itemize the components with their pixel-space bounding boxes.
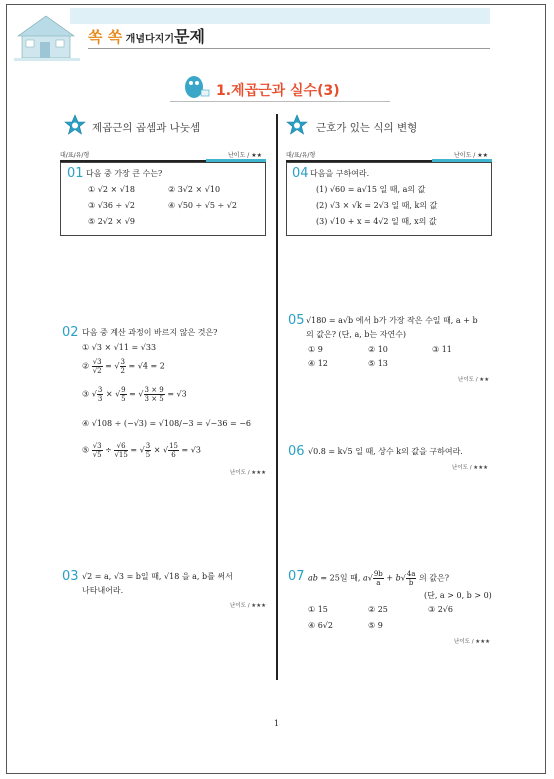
- choice-2: ② 10: [368, 345, 388, 354]
- choice-4: ④ 12: [308, 359, 328, 368]
- question-condition: (단, a > 0, b > 0): [424, 591, 492, 600]
- choice-3: ③ 11: [432, 345, 452, 354]
- section-title-left: 제곱근의 곱셈과 나눗셈: [92, 122, 201, 134]
- question-stem: ab = 25일 때, a√ $\frac{9b}{a}$ + b√ $\frac{4a}{b}$ 의 값은?: [308, 570, 450, 587]
- section-title-right: 근호가 있는 식의 변형: [316, 122, 418, 134]
- question-line-1: √180 = a√b 에서 b가 가장 작은 수일 때, a + b: [306, 316, 478, 325]
- question-stem: √0.8 = k√5 일 때, 상수 k의 값을 구하여라.: [308, 447, 463, 456]
- choice-4: ④ 6√2: [308, 621, 333, 630]
- choice-2: ② 3√2 × √10: [168, 185, 221, 194]
- question-stem: 다음 중 계산 과정이 바르지 않은 것은?: [82, 328, 218, 337]
- question-number: 02: [62, 325, 79, 340]
- choice-5: ⑤ 2√2 × √9: [88, 217, 135, 226]
- column-divider: [276, 114, 278, 680]
- subquestion-2: (2) √3 × √k = 2√3 일 때, k의 값: [316, 201, 438, 210]
- difficulty-label: 난이도 / ★★★: [454, 639, 491, 645]
- question-number: 06: [288, 444, 305, 459]
- choice-5: ⑤ 13: [368, 359, 388, 368]
- house-illustration: [14, 8, 84, 64]
- choice-1: ① √3 × √11 = √33: [82, 343, 157, 352]
- choice-2: ② $\frac{√3}{√2}$ = √ $\frac{3}{2}$ = √4 = 2: [82, 358, 165, 375]
- subquestion-1: (1) √60 = a√15 일 때, a의 값: [316, 185, 426, 194]
- star-icon: [64, 114, 86, 136]
- question-number: 07: [288, 569, 305, 584]
- question-number: 04: [292, 166, 309, 181]
- chapter-title: 1.제곱근과 실수(3): [216, 83, 340, 99]
- question-line-2: 의 값은? (단, a, b는 자연수): [306, 330, 407, 339]
- header-title: 쏙 쏙 개념다지기문제: [88, 27, 205, 46]
- question-bar-left: 대/표/유/형 난이도 / ★★: [60, 149, 266, 159]
- question-stem: 다음 중 가장 큰 수는?: [86, 169, 163, 178]
- choice-4: ④ √50 ÷ √5 ÷ √2: [168, 201, 237, 210]
- question-number: 01: [67, 166, 84, 181]
- question-bar-right: 대/표/유/형 난이도 / ★★: [286, 149, 492, 159]
- choice-3: ③ √36 ÷ √2: [88, 201, 135, 210]
- difficulty-label: 난이도 / ★★★: [452, 465, 489, 471]
- question-number: 05: [288, 313, 305, 328]
- header-band: [70, 8, 490, 24]
- choice-2: ② 25: [368, 605, 388, 614]
- difficulty-label: 난이도 / ★★★: [230, 470, 267, 476]
- question-number: 03: [62, 569, 79, 584]
- mascot-icon: [178, 72, 212, 100]
- choice-1: ① 15: [308, 605, 328, 614]
- choice-3: ③ √ $\frac{3}{3}$ × √ $\frac{9}{5}$ = √ $\frac{3 \times 9}{3 \times 5}$ = √3: [82, 386, 187, 403]
- choice-1: ① √2 × √18: [88, 185, 135, 194]
- page-number: 1: [274, 719, 280, 728]
- choice-3: ③ 2√6: [428, 605, 453, 614]
- header-rule: [88, 48, 490, 49]
- question-line-2: 나타내어라.: [82, 586, 124, 595]
- question-line-1: √2 = a, √3 = b일 때, √18 을 a, b를 써서: [82, 572, 233, 581]
- subquestion-3: (3) √10 + x = 4√2 일 때, x의 값: [316, 217, 437, 226]
- chapter-rule: [170, 101, 390, 102]
- choice-5: ⑤ 9: [368, 621, 383, 630]
- choice-4: ④ √108 ÷ (−√3) = √108/−3 = √−36 = −6: [82, 419, 251, 428]
- choice-1: ① 9: [308, 345, 323, 354]
- choice-5: ⑤ $\frac{√3}{√5}$ ÷ $\frac{√6}{√15}$ = √ $\frac{3}{5}$ × √ $\frac{15}{6}$ = √3: [82, 442, 201, 459]
- question-stem: 다음을 구하여라.: [310, 169, 370, 178]
- difficulty-label: 난이도 / ★★★: [230, 603, 267, 609]
- difficulty-label: 난이도 / ★★: [458, 377, 490, 383]
- star-icon: [286, 114, 308, 136]
